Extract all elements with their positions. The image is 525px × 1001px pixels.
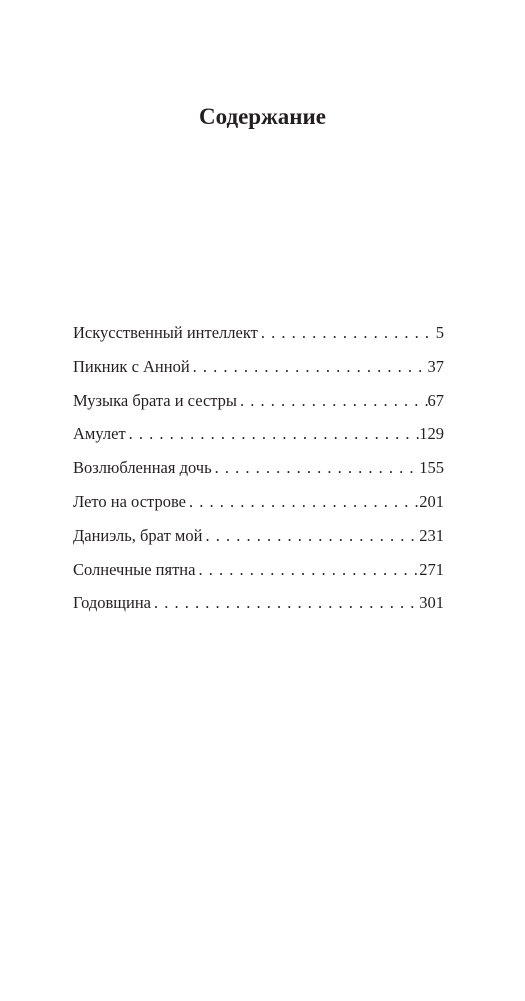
toc-entry-title: Солнечные пятна xyxy=(73,559,196,579)
toc-entry xyxy=(73,390,444,424)
toc-entry xyxy=(73,525,444,559)
toc-entry-page: 231 xyxy=(419,525,444,545)
dot-leader xyxy=(186,491,419,513)
toc-entry xyxy=(73,322,444,356)
toc-entry xyxy=(73,356,444,390)
dot-leader xyxy=(258,322,434,344)
toc-entry xyxy=(73,457,444,491)
toc-entry-page: 37 xyxy=(427,356,444,376)
toc-entry-page: 67 xyxy=(427,390,444,410)
dot-leader xyxy=(126,423,420,445)
toc-entry-title: Даниэль, брат мой xyxy=(73,525,203,545)
dot-leader xyxy=(195,559,419,581)
table-of-contents xyxy=(73,322,444,626)
toc-entry xyxy=(73,559,444,593)
toc-entry-title: Годовщина xyxy=(73,593,151,613)
toc-entry-title: Лето на острове xyxy=(73,491,186,511)
toc-entry xyxy=(73,592,444,626)
dot-leader xyxy=(212,457,420,479)
toc-entry-page: 155 xyxy=(419,458,444,478)
dot-leader xyxy=(190,356,428,378)
contents-heading: Содержание xyxy=(199,104,326,129)
toc-entry-page: 201 xyxy=(419,491,444,511)
toc-entry-page: 271 xyxy=(419,559,444,579)
toc-entry xyxy=(73,491,444,525)
toc-entry xyxy=(73,423,444,457)
toc-entry-title: Возлюбленная дочь xyxy=(73,458,212,478)
toc-entry-title: Пикник с Анной xyxy=(73,356,190,376)
toc-entry-title: Искусственный интеллект xyxy=(73,323,258,342)
toc-entry-title: Амулет xyxy=(73,424,126,444)
dot-leader xyxy=(202,525,419,547)
dot-leader xyxy=(151,592,419,614)
toc-entry-page: 5 xyxy=(435,323,444,342)
dot-leader xyxy=(237,390,427,412)
toc-entry-page: 301 xyxy=(419,593,444,613)
toc-entry-page: 129 xyxy=(419,424,444,444)
toc-entry-title: Музыка брата и сестры xyxy=(73,390,238,410)
